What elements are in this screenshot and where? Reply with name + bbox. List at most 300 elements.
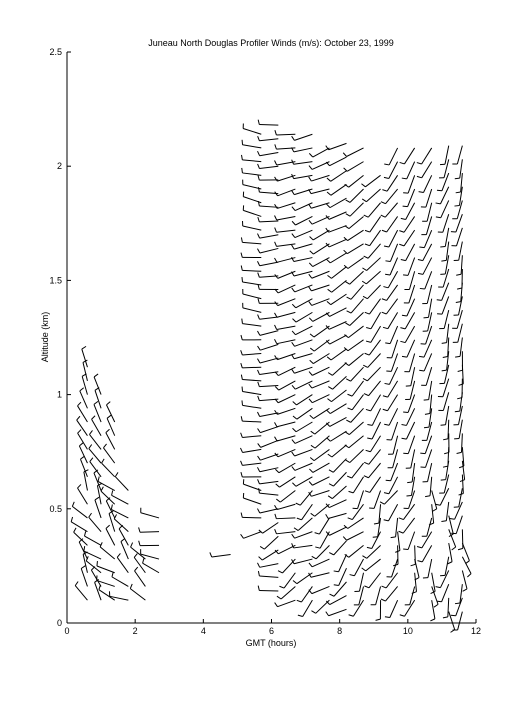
wind-barb [212,554,231,557]
wind-barb [112,577,128,587]
wind-barb [449,612,455,630]
wind-barb [329,143,347,149]
wind-barb-feather [258,586,259,591]
wind-barb-feather [442,370,447,371]
wind-barb-feather [458,370,463,371]
wind-barb [277,422,295,427]
wind-barb-feather [328,289,332,292]
wind-barb-feather [84,546,85,551]
wind-barb [390,326,397,343]
wind-barb-feather [425,414,430,415]
wind-barb [259,139,278,141]
wind-barb-feather [383,409,388,410]
wind-barb-feather [348,394,353,396]
wind-barb [115,477,128,491]
wind-barb-feather [327,178,331,181]
wind-barb-feather [350,575,355,576]
wind-barb-feather [345,226,349,229]
wind-barb [347,244,363,254]
wind-barb [371,326,381,342]
wind-barb-feather [275,177,278,181]
wind-barb-feather [278,571,282,573]
wind-barb [294,244,312,249]
wind-barb [276,230,295,232]
wind-barb-feather [101,487,103,491]
wind-barb-feather [309,177,312,181]
wind-barb-feather [384,177,389,178]
wind-barb-feather [297,600,302,602]
wind-barb-feather [381,202,386,204]
wind-barb [369,573,381,588]
wind-barb [406,422,414,439]
wind-barb [456,516,462,534]
wind-barb [243,210,261,216]
wind-barb-feather [366,450,371,451]
wind-barb-feather [310,457,314,460]
wind-barb [94,404,101,422]
wind-barb [72,506,87,518]
wind-barb [456,228,462,246]
wind-barb [242,270,261,271]
wind-barb [349,353,364,365]
wind-barb [296,477,312,486]
wind-barb-feather [258,187,259,192]
wind-barb-feather [257,359,260,363]
wind-barb [442,283,449,301]
wind-barb-feather [309,372,312,376]
wind-barb [331,267,346,279]
wind-barb-feather [94,401,98,404]
wind-barb-feather [346,214,350,217]
wind-barb [99,590,115,601]
wind-barb-feather [383,396,388,397]
wind-barb [366,559,381,571]
wind-barb [389,367,397,384]
wind-barb-feather [292,452,295,456]
wind-barb-feather [441,521,446,522]
wind-barb [243,449,262,452]
wind-barb [312,271,330,278]
wind-barb [135,571,146,587]
wind-barb-feather [292,428,296,431]
wind-barb-feather [424,427,429,428]
wind-barb [259,590,278,591]
wind-barb-feather [310,251,314,254]
wind-barb-feather [311,431,315,434]
wind-barb [371,312,381,328]
wind-barb-feather [384,520,389,521]
x-tick-label: 0 [64,626,70,636]
wind-barb-feather [72,502,74,507]
wind-barb-feather [275,437,278,441]
wind-barb-feather [296,503,301,505]
wind-barb-feather [418,273,423,274]
wind-barb-feather [275,216,277,221]
wind-barb-feather [463,589,467,591]
wind-barb-feather [241,461,243,466]
wind-barb-feather [292,304,295,308]
wind-barb-feather [381,599,386,601]
wind-barb-feather [241,237,242,242]
wind-barb [294,148,313,152]
wind-barb-feather [386,480,391,481]
wind-barb-feather [385,383,390,384]
y-tick-label: 1.5 [49,275,62,286]
wind-barb [260,344,278,350]
wind-barb-feather [310,348,314,351]
wind-barb [243,226,262,230]
wind-barb-feather [106,429,110,432]
wind-barb [259,221,278,222]
wind-barb-feather [347,297,351,299]
wind-barb [353,600,363,616]
wind-barb [385,203,397,217]
wind-barb [260,331,278,336]
wind-barb [339,554,347,571]
wind-barb-feather [242,277,243,282]
wind-barb-feather [419,247,424,248]
wind-barb-feather [139,527,140,532]
wind-barb-feather [258,285,259,290]
wind-barb-feather [258,396,260,401]
wind-barb-feather [393,564,398,565]
wind-barb-feather [327,275,331,278]
wind-barb [372,408,380,425]
wind-barb-feather [364,394,369,396]
wind-barb-feather [346,379,350,381]
wind-barb-feather [311,445,315,448]
wind-barb [406,408,414,425]
wind-barb [389,148,397,165]
wind-barb-feather [326,514,329,518]
wind-barb-feather [258,164,260,169]
wind-barb-feather [329,484,333,486]
wind-barb [350,189,364,202]
wind-barb-feather [384,493,389,494]
wind-barb [330,253,346,263]
wind-barb-feather [437,190,442,191]
wind-barb-feather [292,245,295,249]
wind-barb [294,545,313,548]
wind-barb-feather [258,120,259,125]
wind-barb [243,392,262,395]
wind-barb-feather [292,331,295,335]
wind-barb-feather [275,204,278,208]
wind-barb [369,299,380,314]
wind-barb-feather [363,378,367,380]
wind-barb [354,559,363,576]
wind-barb-feather [334,585,339,586]
y-tick-label: 1 [56,389,62,400]
wind-barb-feather [257,467,259,471]
wind-barb [243,129,261,135]
wind-barb-feather [361,184,365,187]
wind-barb-feather [84,531,85,536]
wind-barb [130,589,145,601]
wind-barb-feather [400,341,405,342]
wind-barb-feather [258,299,259,304]
wind-barb-feather [258,571,259,576]
wind-barb [312,381,330,388]
wind-barb-feather [275,242,277,247]
wind-barb [408,258,415,276]
wind-barb [351,367,364,381]
wind-barb-feather [467,574,471,577]
wind-barb [440,187,448,204]
wind-barb-feather [310,360,314,363]
wind-barb-feather [432,509,436,512]
wind-barb [106,528,115,545]
wind-barb [315,436,329,448]
wind-barb [311,189,329,194]
wind-barb-feather [425,496,430,497]
wind-barb-feather [443,439,448,440]
wind-barb-feather [345,432,349,435]
wind-barb [260,358,278,363]
wind-barb-feather [349,615,354,616]
wind-barb-feather [343,537,346,541]
wind-barb-feather [329,553,333,555]
wind-barb [349,436,364,448]
wind-barb-feather [258,443,261,447]
wind-barb [312,216,329,224]
wind-barb-feather [383,287,388,288]
wind-barb [432,600,435,619]
wind-barb-feather [384,246,389,247]
wind-barb-feather [402,315,407,316]
wind-barb [260,564,279,568]
wind-barb-feather [292,342,295,346]
chart-title: Juneau North Douglas Profiler Winds (m/s): October 23, 1999 [148,38,394,48]
wind-barb [276,532,295,534]
wind-barb [352,395,363,410]
wind-barb [279,477,295,487]
wind-barb-feather [417,547,422,548]
wind-barb [242,353,261,354]
wind-barb [242,421,261,422]
wind-barb-feather [294,528,298,531]
wind-barb [368,244,380,258]
wind-barb-feather [309,263,312,267]
wind-barb [89,517,101,531]
wind-barb-feather [292,483,296,487]
x-tick-label: 8 [337,626,343,636]
wind-barb-feather [258,136,260,141]
wind-barb [243,294,261,299]
wind-barb-feather [276,484,280,487]
wind-barb [295,326,312,335]
wind-barb [330,308,347,317]
wind-barb [264,536,278,549]
wind-barb-feather [309,469,313,473]
y-tick-label: 0 [56,618,62,628]
wind-barb-feather [90,458,93,462]
wind-barb-feather [334,571,339,572]
wind-barb-feather [401,218,406,219]
wind-barb-feather [297,518,302,520]
wind-barb-feather [402,356,407,357]
wind-barb-feather [82,346,86,349]
wind-barb [259,166,278,168]
wind-barb-feather [345,282,349,285]
wind-barb [365,175,380,186]
wind-barb-feather [241,375,242,380]
wind-barb-feather [419,370,424,371]
wind-barb-feather [258,315,260,320]
wind-barb-feather [276,499,280,502]
wind-barb-feather [275,228,277,233]
wind-barb-feather [117,553,120,557]
wind-barb [243,498,261,504]
wind-barb-feather [292,385,295,389]
wind-barb [422,545,431,562]
wind-barb [368,353,381,367]
wind-barb-feather [309,399,312,403]
wind-barb [243,145,262,148]
wind-barb [404,230,415,246]
wind-barb [242,160,261,162]
wind-barb [389,230,398,247]
wind-barb [260,413,279,417]
wind-barb-feather [143,558,144,563]
wind-barb-feather [94,374,98,377]
wind-barb-feather [99,585,101,590]
y-tick-label: 2.5 [49,47,62,57]
wind-barb [259,125,278,126]
wind-barb [143,563,159,573]
wind-barb [312,395,329,403]
wind-barb-feather [292,136,295,140]
wind-barb-feather [293,416,297,419]
x-ticks [64,619,481,636]
wind-barb [294,162,313,165]
wind-barb [449,529,456,547]
wind-barb-feather [312,556,316,558]
wind-barb-feather [292,355,295,359]
wind-barb [260,262,279,266]
wind-barb [90,462,101,477]
wind-barb-feather [457,452,462,453]
wind-barb-feather [344,168,348,171]
wind-barb [349,175,364,187]
wind-barb [282,559,295,573]
wind-barb-feather [241,253,242,258]
wind-barb [331,390,346,402]
wind-barb-feather [364,476,369,478]
wind-barb-feather [455,603,460,604]
wind-barb-feather [292,288,295,292]
wind-barb [350,449,364,462]
wind-barb [278,600,296,606]
wind-barb-feather [326,204,330,208]
wind-barb [415,573,417,592]
wind-barb-feather [279,586,284,588]
wind-barb-feather [385,343,390,344]
wind-barb [332,363,346,376]
wind-barb-feather [309,384,312,388]
wind-barb [78,406,88,422]
wind-barb [456,598,463,616]
wind-barb [260,509,279,513]
wind-barb-feather [456,192,461,193]
wind-barb-feather [258,456,261,460]
wind-barb [392,422,398,440]
wind-barb [77,420,88,436]
wind-barb [422,162,432,178]
wind-barb-feather [309,301,312,305]
wind-barb-feather [275,422,277,426]
wind-barb-feather [363,296,367,298]
wind-barb-feather [258,370,260,375]
wind-barb-feather [441,480,446,481]
wind-barb [102,463,115,477]
wind-barb-feather [241,266,242,271]
wind-barb [350,271,364,284]
wind-barb [311,203,329,208]
wind-barb-feather [102,459,105,463]
wind-barb-feather [310,236,314,239]
wind-barb-feather [362,556,366,559]
wind-barb [279,381,296,390]
wind-barb [330,335,347,344]
wind-barb [349,545,364,557]
wind-barb [313,353,329,363]
wind-barb-feather [277,596,281,599]
wind-barb-feather [442,343,447,344]
wind-barb-feather [381,215,386,217]
wind-barb-feather [131,543,133,548]
wind-barb [432,504,434,523]
wind-barb-feather [382,299,387,301]
wind-barb-feather [382,586,387,588]
wind-barb [348,518,364,529]
wind-barb-feather [309,481,312,485]
wind-barb [385,586,397,601]
wind-barb [329,322,346,330]
wind-barb-feather [364,462,369,464]
wind-barb [405,326,414,342]
wind-barb-feather [241,350,243,355]
wind-barb [101,491,115,504]
wind-barb-feather [311,513,315,516]
x-tick-label: 2 [132,626,138,636]
wind-barb-feather [75,582,78,586]
wind-barb-feather [327,259,331,262]
wind-barb [332,280,347,292]
wind-barb [277,408,295,414]
wind-barb [140,532,159,533]
wind-barb-feather [241,433,243,438]
wind-barb-feather [77,416,80,420]
wind-barb [442,584,449,602]
wind-barb [366,271,380,284]
wind-barb [312,477,329,485]
wind-barb [329,239,346,247]
wind-barb [242,436,261,438]
wind-barb-feather [135,567,138,571]
wind-barb-feather [327,438,331,441]
x-tick-label: 4 [200,626,206,636]
wind-barb-feather [309,563,312,567]
wind-barb [405,312,414,329]
wind-barb [333,472,346,486]
wind-barb-feather [349,491,354,493]
wind-barb-feather [309,274,312,278]
wind-barb [424,175,432,192]
wind-barb-feather [362,281,366,284]
wind-barb-feather [328,373,332,376]
wind-barb [100,547,115,559]
